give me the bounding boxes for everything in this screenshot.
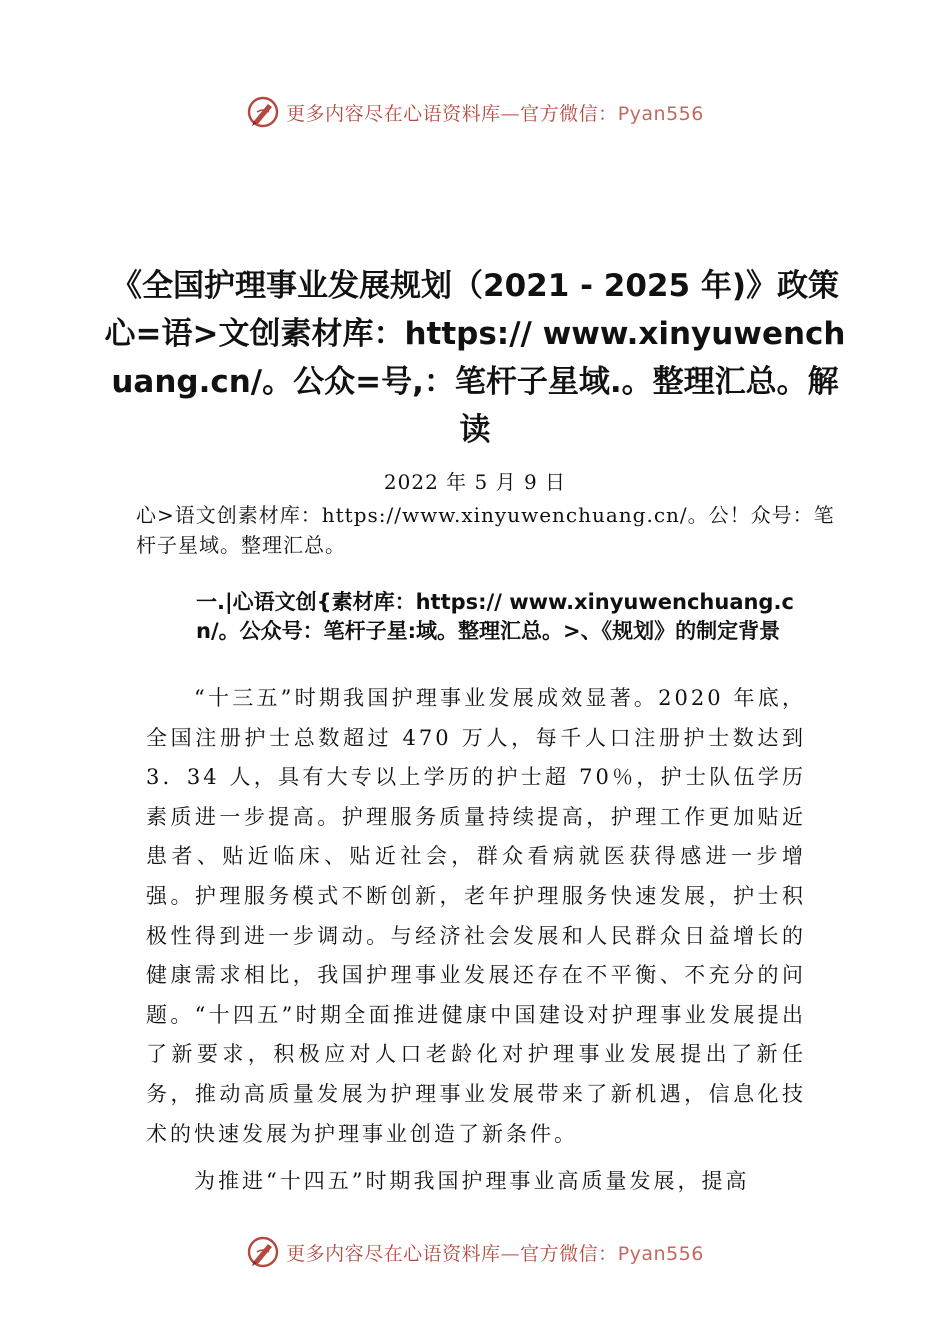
watermark-wechat-label: 官方微信： — [520, 1242, 618, 1265]
document-date: 2022 年 5 月 9 日 — [383, 470, 567, 494]
section-heading: 一.|心语文创{素材库：https:// www.xinyuwenchuang.cn/。公众号：笔杆子星:域。整理汇总。>、《规划》的制定背景 — [196, 590, 794, 643]
watermark-wechat-id: Pyan556 — [617, 102, 704, 125]
pen-logo-icon — [246, 1235, 280, 1269]
watermark-wechat-label: 官方微信： — [520, 102, 618, 125]
watermark-slogan: 更多内容尽在心语资料库 — [286, 102, 501, 125]
watermark-wechat-id: Pyan556 — [617, 1242, 704, 1265]
watermark-text — [286, 99, 704, 126]
document-subline: 心>语文创素材库：https://www.xinyuwenchuang.cn/。公！众号：笔杆子星域。整理汇总。 — [136, 503, 835, 557]
watermark-slogan: 更多内容尽在心语资料库 — [286, 1242, 501, 1265]
body-paragraph-1: “十三五”时期我国护理事业发展成效显著。2020 年底，全国注册护士总数超过 470 万人，每千人口注册护士数达到 3．34 人，具有大专以上学历的护士超 70％，护士队伍学历素质进一步提高。护理服务质量持续提高，护理工作更加贴近患者、贴近临床、贴近社会，群众看病就医获得感进一步增强。护理服务模式不断创新，老年护理服务快速发展，护士积极性得到进一步调动。与经济社会发展和人民群众日益增长的健康需求相比，我国护理事业发展还存在不平衡、不充分的问题。“十四五”时期全面推进健康中国建设对护理事业发展提出了新要求，积极应对人口老龄化对护理事业发展提出了新任务，推动高质量发展为护理事业发展带来了新机遇，信息化技术的快速发展为护理事业创造了新条件。 — [146, 686, 806, 1146]
watermark-banner-bottom — [0, 1232, 950, 1272]
watermark-separator: — — [500, 1242, 521, 1265]
watermark-banner-top — [0, 92, 950, 132]
body-paragraph-2: 为推进“十四五”时期我国护理事业高质量发展，提高 — [194, 1169, 750, 1193]
document-title: 《全国护理事业发展规划（2021 - 2025 年)》政策心=语>文创素材库：https:// www.xinyuwenchuang.cn/。公众=号,：笔杆子星域.。整理汇总。解读 — [104, 268, 846, 448]
watermark-text — [286, 1239, 704, 1266]
watermark-separator: — — [500, 102, 521, 125]
pen-logo-icon — [246, 95, 280, 129]
